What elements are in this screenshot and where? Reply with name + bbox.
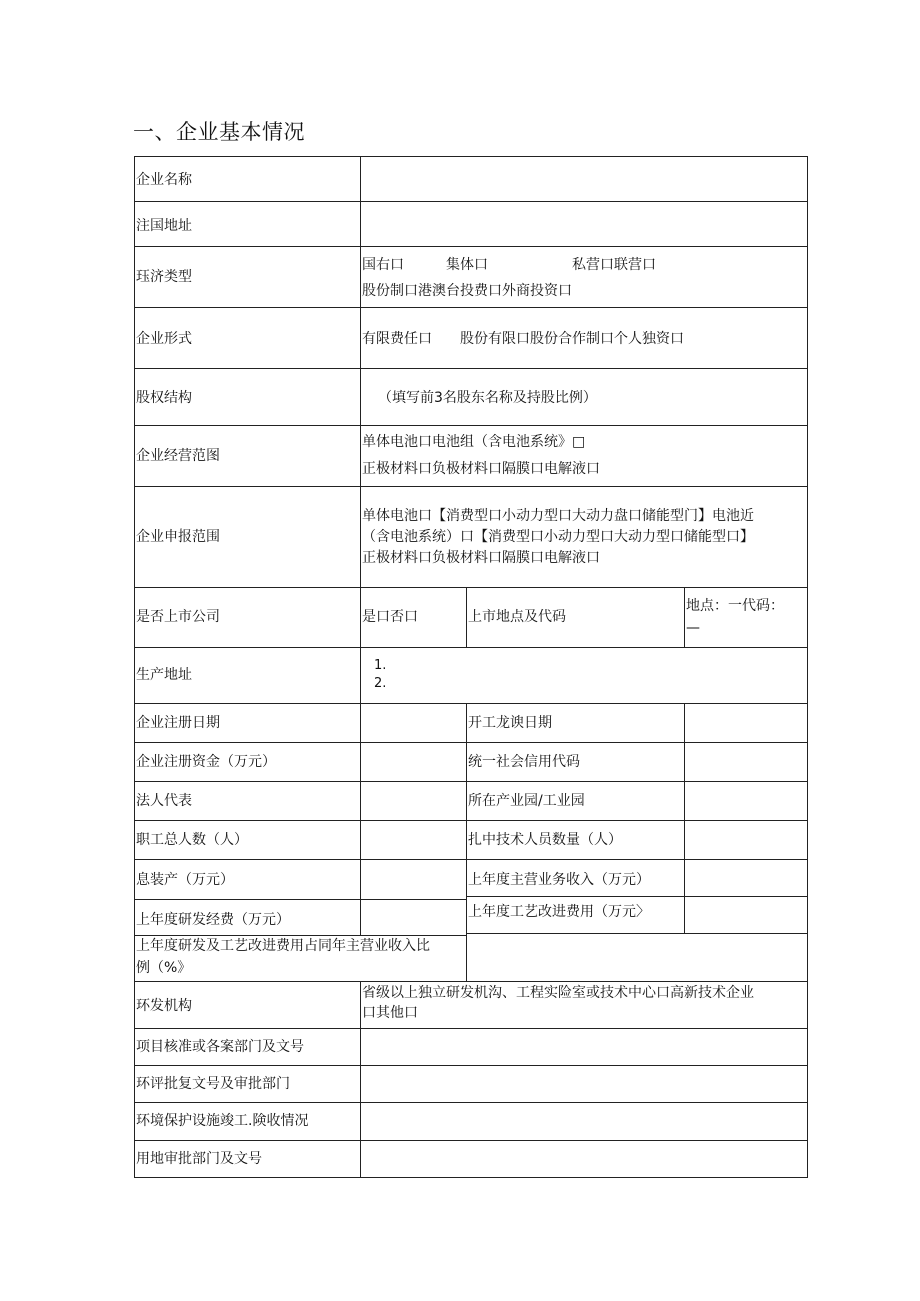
- label-registration-date: 企业注册日期: [136, 715, 220, 731]
- section-title: 一、企业基本情况: [133, 120, 305, 144]
- listing-location-value-2[interactable]: —: [686, 620, 700, 636]
- label-rd-organization: 环发机构: [136, 998, 192, 1014]
- label-business-scope: 企业经营范图: [136, 448, 220, 464]
- label-technical-staff: 扎中技术人员数量（人）: [468, 832, 622, 848]
- column-divider: [684, 587, 685, 647]
- label-process-improvement-cost: 上年度工艺改进费用（万元〉: [468, 904, 650, 920]
- label-environmental-acceptance: 环境保护设施竣工.険收情况: [136, 1113, 309, 1129]
- label-listing-location: 上市地点及代码: [468, 609, 566, 625]
- row-divider: [134, 899, 467, 900]
- row-divider: [134, 935, 467, 936]
- column-divider: [360, 981, 361, 1178]
- business-scope-options-2[interactable]: 正极材料口负极材料口隔膜口电解液口: [362, 461, 600, 477]
- column-divider: [466, 703, 467, 981]
- rd-organization-options-2[interactable]: 口其他口: [362, 1005, 418, 1021]
- row-divider: [134, 781, 808, 782]
- rd-organization-options-1[interactable]: 省级以上独立研发机沟、工程实险室或技术中心口高新技术企业: [362, 985, 754, 1001]
- row-divider: [134, 307, 808, 308]
- row-divider: [134, 425, 808, 426]
- row-divider: [134, 859, 808, 860]
- row-divider: [134, 1140, 808, 1141]
- basic-info-table: [134, 156, 808, 1178]
- production-address-item-1[interactable]: 1.: [374, 658, 387, 673]
- listed-options[interactable]: 是口否口: [362, 609, 418, 625]
- production-address-item-2[interactable]: 2.: [374, 676, 387, 691]
- listing-location-value-1[interactable]: 地点：一代码：: [686, 598, 784, 614]
- label-total-staff: 职工总人数（人）: [136, 832, 248, 848]
- label-legal-representative: 法人代表: [136, 793, 192, 809]
- business-scope-options-1[interactable]: 单体电池口电池组（含电池系统》□: [362, 434, 586, 450]
- label-registered-capital: 企业注册资金（万元）: [136, 754, 276, 770]
- label-listed-company: 是否上市公司: [136, 609, 220, 625]
- label-rd-cost: 上年度研发经费（万元）: [136, 912, 290, 928]
- economic-type-options-1[interactable]: 国右口 集体口 私营口联营口: [362, 257, 656, 273]
- row-divider: [134, 742, 808, 743]
- declare-scope-options-1[interactable]: 单体电池口【消费型口小动力型口大动力盘口储能型门】电池近: [362, 508, 754, 524]
- row-divider: [134, 703, 808, 704]
- label-economic-type: 珏济类型: [136, 269, 192, 285]
- row-divider: [466, 896, 808, 897]
- row-divider: [134, 587, 808, 588]
- declare-scope-options-3[interactable]: 正极材料口负极材料口隔膜口电解液口: [362, 550, 600, 566]
- row-divider: [134, 246, 808, 247]
- column-divider: [360, 156, 361, 935]
- row-divider: [134, 1065, 808, 1066]
- economic-type-options-2[interactable]: 股份制口港澳台投费口外商投资口: [362, 283, 572, 299]
- row-divider: [134, 981, 808, 982]
- label-industrial-park: 所在产业园/工业园: [468, 793, 585, 809]
- label-enterprise-form: 企业形式: [136, 331, 192, 347]
- label-company-name: 企业名称: [136, 172, 192, 188]
- label-registered-address: 注国地址: [136, 218, 192, 234]
- label-land-approval: 用地审批部门及文号: [136, 1151, 262, 1167]
- label-declare-scope: 企业申报范围: [136, 529, 220, 545]
- row-divider: [134, 201, 808, 202]
- row-divider: [134, 820, 808, 821]
- label-main-revenue: 上年度主营业务收入（万元）: [468, 872, 650, 888]
- declare-scope-options-2[interactable]: （含电池系统）口【消费型口小动力型口大动力型口储能型口】: [362, 529, 754, 545]
- row-divider: [134, 486, 808, 487]
- label-project-approval: 项目核准或各案部门及文号: [136, 1039, 304, 1055]
- row-divider: [134, 1102, 808, 1103]
- row-divider: [466, 933, 808, 934]
- label-total-assets: 息装产（万元）: [136, 872, 234, 888]
- label-rd-ratio-1: 上年度研发及工艺改进费用占同年主营业收入比: [136, 938, 430, 954]
- enterprise-form-options[interactable]: 有限费任口 股份有限口股份合作制口个人独资口: [362, 331, 684, 347]
- column-divider: [684, 703, 685, 933]
- label-eia-approval: 环评批复文号及审批部门: [136, 1076, 290, 1092]
- equity-structure-hint[interactable]: （填写前3名股东名称及持股比例）: [378, 390, 597, 406]
- label-rd-ratio-2: 例（%》: [136, 960, 192, 976]
- row-divider: [134, 647, 808, 648]
- label-credit-code: 统一社会信用代码: [468, 754, 580, 770]
- label-start-date: 开工龙谀日期: [468, 715, 552, 731]
- column-divider: [466, 587, 467, 647]
- label-equity-structure: 股权结构: [136, 390, 192, 406]
- row-divider: [134, 1028, 808, 1029]
- row-divider: [134, 368, 808, 369]
- label-production-address: 生产地址: [136, 667, 192, 683]
